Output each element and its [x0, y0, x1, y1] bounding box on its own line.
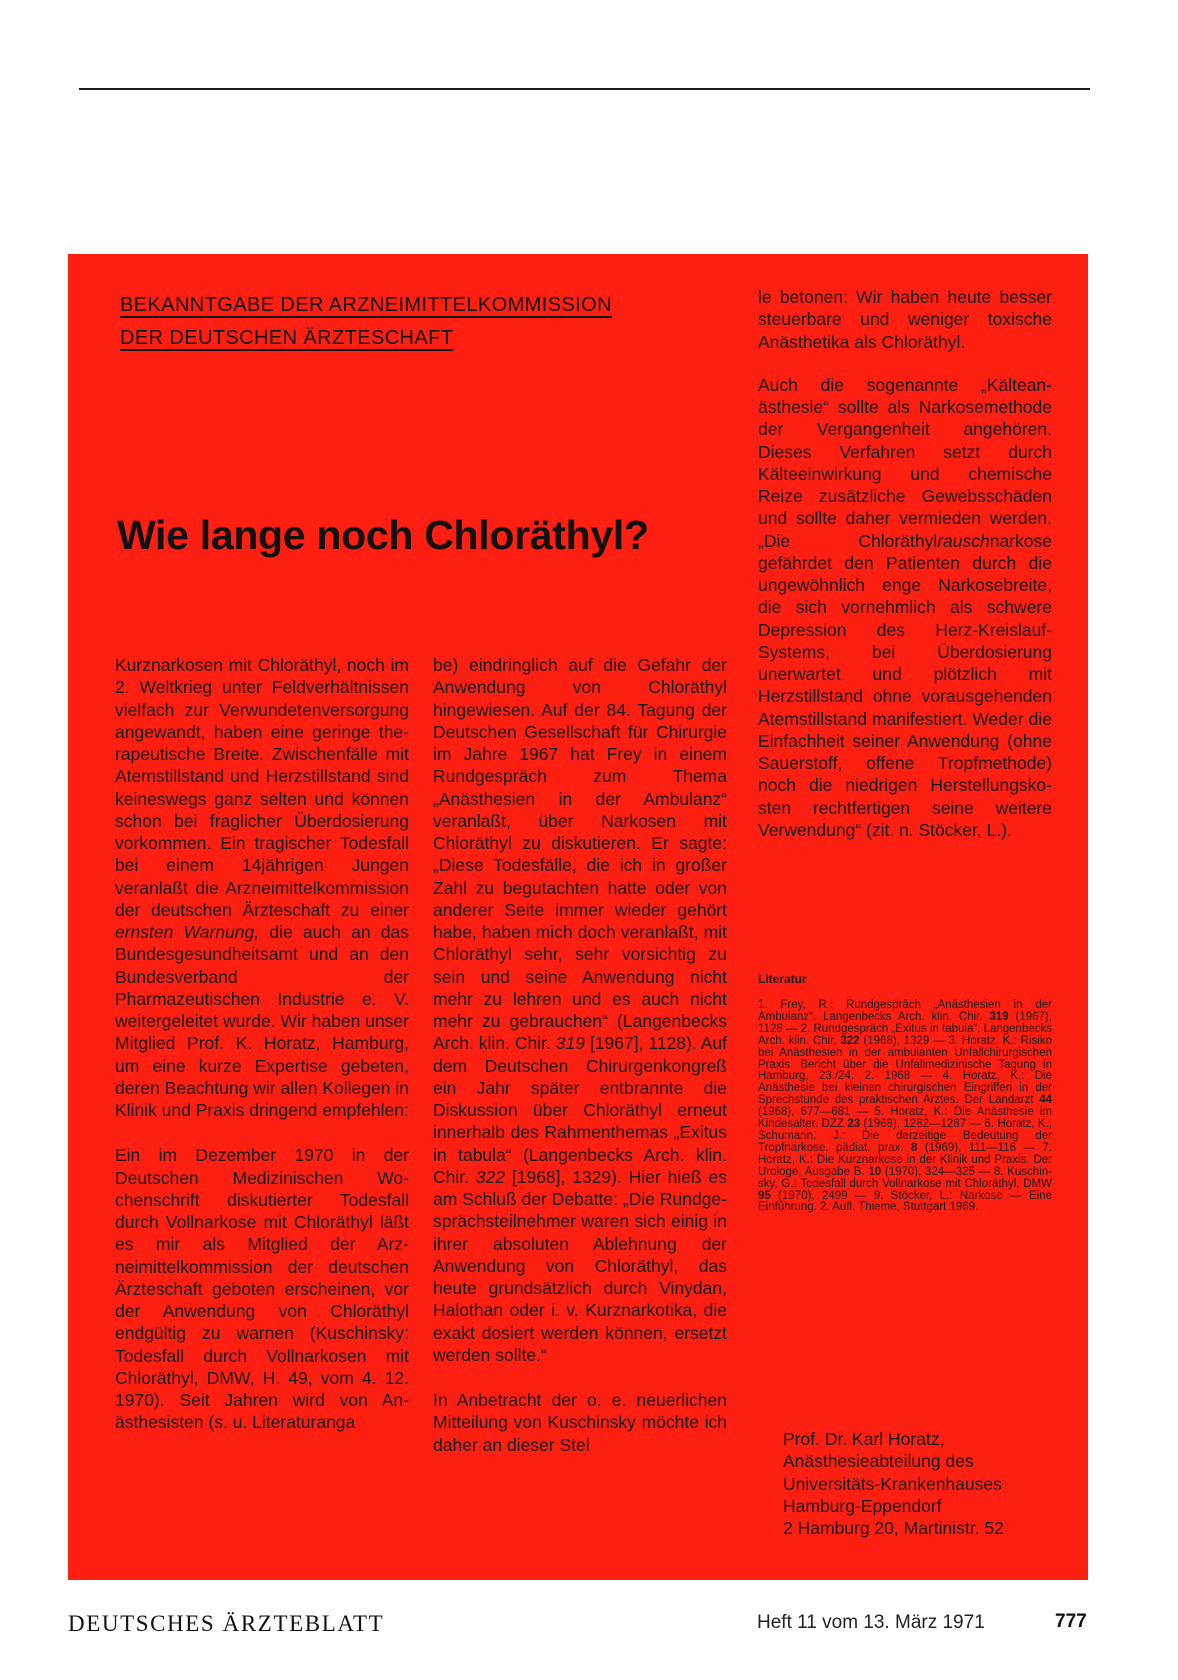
announcement-kicker: [120, 289, 612, 355]
ref-volume: 319: [989, 1010, 1009, 1023]
author-hospital: Universitäts-Krankenhauses: [783, 1473, 1002, 1494]
journal-name: DEUTSCHES ÄRZTEBLATT: [68, 1611, 385, 1636]
emphasis-rausch: rausch: [937, 530, 990, 551]
emphasis-volume: 322: [475, 1166, 506, 1187]
ref-text: 1. Frey, R.: Rundgespräch „Anästhesien in der Ambulanz“. Langenbecks Arch. klin. Chir.: [758, 999, 1052, 1023]
ref-volume: 44: [1039, 1094, 1052, 1107]
literature-heading: Literatur: [758, 972, 807, 986]
ref-text: (1968), 1329 — 3. Horatz, K.: Risiko bei Anästhesien in der ambulanten Unfallchirurgischen Praxis. Bericht über die Unfallmedizinische Tagung in Hamburg, 23./24. 2. 1968 — 4. Horatz, K.: Die Anästhesie bei kleinen chirurgischen Eingriffen in der Sprechstunde des praktischen Arztes. Der Landarzt: [758, 1034, 1052, 1107]
author-address: 2 Hamburg 20, Martinistr. 52: [783, 1518, 1004, 1539]
text-run: be) eindringlich auf die Gefahr der Anwendung von Chloräthyl hingewiesen. Auf der 84. Tagung der Deutschen Gesellschaft für Chirurgie im Jahre 1967 hat Frey in einem Rundgespräch zum Thema „Anästhesien in der Ambulanz“ veranlaßt, über Narkosen mit Chloräthyl zu diskutieren. Er sagte: „Diese Todesfälle, die ich in großer Zahl zu begutachten hatte oder von anderer Seite immer wieder gehört habe, haben mich doch veranlaßt, mit Chloräthyl sehr, sehr vorsichtig zu sein und seine Anwendung nicht mehr zu lehren und es auch nicht mehr zu gebrauchen“ (Langenbecks Arch. klin. Chir.: [433, 655, 727, 1054]
text-run: [1967], 1128). Auf dem Deutschen Chirurgenkongreß ein Jahr später entbrannte die Diskussion über Chloräthyl erneut innerhalb des Rahmenthemas „Exitus in tabula“ (Langenbecks Arch. klin. Chir.: [433, 1033, 727, 1187]
page-number: 777: [1055, 1611, 1087, 1632]
column2-paragraph-2: In Anbetracht der o. e. neuerlichen Mitteilung von Kuschinsky möchte ich daher an dieser Stel: [433, 1390, 727, 1455]
issue-info: Heft 11 vom 13. März 1971: [757, 1612, 985, 1633]
ref-volume: 23: [847, 1118, 861, 1131]
article-headline: Wie lange noch Chloräthyl?: [117, 512, 649, 558]
ref-text: (1967), 1128 — 2. Rundgespräch „Exitus in tabula“. Langenbecks Arch. klin. Chir.: [758, 1010, 1052, 1047]
author-name: Prof. Dr. Karl Horatz,: [783, 1429, 945, 1449]
ref-text: (1969), 111—116 — 7. Horatz, K.: Die Kurznarkose in der Klinik und Praxis. Der Urologe, Ausgabe B.: [758, 1141, 1053, 1178]
ref-volume: 10: [868, 1165, 882, 1178]
emphasis-volume: 319: [555, 1033, 585, 1054]
literature-references: [758, 1000, 1052, 1214]
ref-volume: 8: [910, 1141, 918, 1154]
author-department: Anästhesieabteilung des: [783, 1451, 974, 1472]
kicker-line-1: BEKANNTGABE DER ARZNEIMITTELKOMMISSION: [120, 294, 612, 316]
ref-text: (1970), 2499 — 9. Stöcker, L.: Narkose — Eine Einführung. 2. Aufl. Thieme, Stuttgart 1969.: [758, 1189, 1052, 1214]
column3-paragraph-2: [758, 374, 1052, 841]
author-signature: [783, 1428, 1004, 1539]
author-city: Hamburg-Eppendorf: [783, 1495, 942, 1516]
article-column-1: [115, 654, 409, 1434]
ref-text: (1970), 324—325 — 8. Kuschinsky, G.: Todesfall durch Vollnarkose mit Chloräthyl. DMW: [758, 1165, 1052, 1190]
kicker-line-2: DER DEUTSCHEN ÄRZTESCHAFT: [120, 327, 454, 349]
top-rule: [79, 88, 1090, 90]
ref-text: (1968), 1282—1287 — 6. Horatz, K., Schumann, J.: Die derzeitige Bedeutung der Tropfnarkose. pädiat. prax.: [758, 1118, 1052, 1154]
text-run: die auch an das Bundesgesundheitsamt und an den Bundesverband der Pharmazeutischen Industrie e. V. weitergeleitet wurde. Wir haben unser Mitglied Prof. K. Horatz, Hamburg, um eine kurze Expertise gebeten, deren Beachtung wir allen Kollegen in Klinik und Praxis dringend empfehlen:: [115, 922, 409, 1120]
column2-paragraph-1: [433, 654, 727, 1366]
ref-volume: 95: [758, 1189, 771, 1202]
article-column-3: [758, 286, 1052, 841]
text-run: narkose gefährdet den Patienten durch die ungewöhnlich enge Narkosebreite, die sich vornehmlich als schwere Depression des Herz-Kreislauf-Systems, bei Überdosierung unerwartet und plötzlich mit Herzstillstand ohne vorausgehenden Atemstillstand manifestiert. Weder die Einfachheit seiner Anwendung (ohne Sauerstoff, offene Tropfmethode) noch die niedrigen Herstellungskosten rechtfertigen seine weitere Verwendung“ (zit. n. Stöcker, L.).: [758, 530, 1052, 840]
text-run: [1968], 1329). Hier hieß es am Schluß der Debatte: „Die Rundgesprächsteilnehmer waren sich einig in ihrer absoluten Ablehnung der Anwendung von Chloräthyl, das heute grundsätzlich durch Vinydan, Halothan oder i. v. Kurznarkotika, die exakt dosiert werden können, ersetzt werden sollte.“: [433, 1166, 727, 1365]
column1-paragraph-2: Ein im Dezember 1970 in der Deutschen Medizinischen Wochenschrift diskutierter Todesfall durch Vollnarkose mit Chloräthyl läßt es mir als Mitglied der Arzneimittelkommission der deutschen Ärzteschaft geboten erscheinen, vor der Anwendung von Chloräthyl endgültig zu warnen (Kuschinsky: Todesfall durch Vollnarkosen mit Chloräthyl, DMW, H. 49, vom 4. 12. 1970). Seit Jahren wird von Anästhesisten (s. u. Literaturanga: [115, 1145, 409, 1433]
text-run: Auch die sogenannte „Kälteanästhesie“ sollte als Narkosemethode der Vergangenheit angehören. Dieses Verfahren setzt durch Kälteeinwirkung und chemische Reize zusätzliche Gewebsschäden und sollte daher vermieden werden. „Die Chloräthyl: [758, 374, 1052, 551]
column3-paragraph-1: le betonen: Wir haben heute besser steuerbare und weniger toxische Anästhetika als Chloräthyl.: [758, 287, 1052, 352]
ref-text: (1968), 677—681 — 5. Horatz, K.: Die Anästhesie im Kindesalter. DZZ: [758, 1106, 1052, 1131]
article-column-2: [433, 654, 727, 1456]
text-run: Kurznarkosen mit Chloräthyl, noch im 2. Weltkrieg unter Feldverhältnissen vielfach zur Verwundetenversorgung angewandt, haben eine geringe therapeutische Breite. Zwischenfälle mit Atemstillstand und Herzstillstand sind keineswegs ganz selten und können schon bei fraglicher Überdosierung vorkommen. Ein tragischer Todesfall bei einem 14jährigen Jungen veranlaßt die Arzneimittelkommission der deutschen Ärzteschaft zu einer: [115, 655, 409, 920]
ref-volume: 322: [840, 1034, 860, 1047]
emphasis-ernsten-warnung: ernsten Warnung,: [115, 922, 260, 942]
column1-paragraph-1: [115, 654, 409, 1121]
